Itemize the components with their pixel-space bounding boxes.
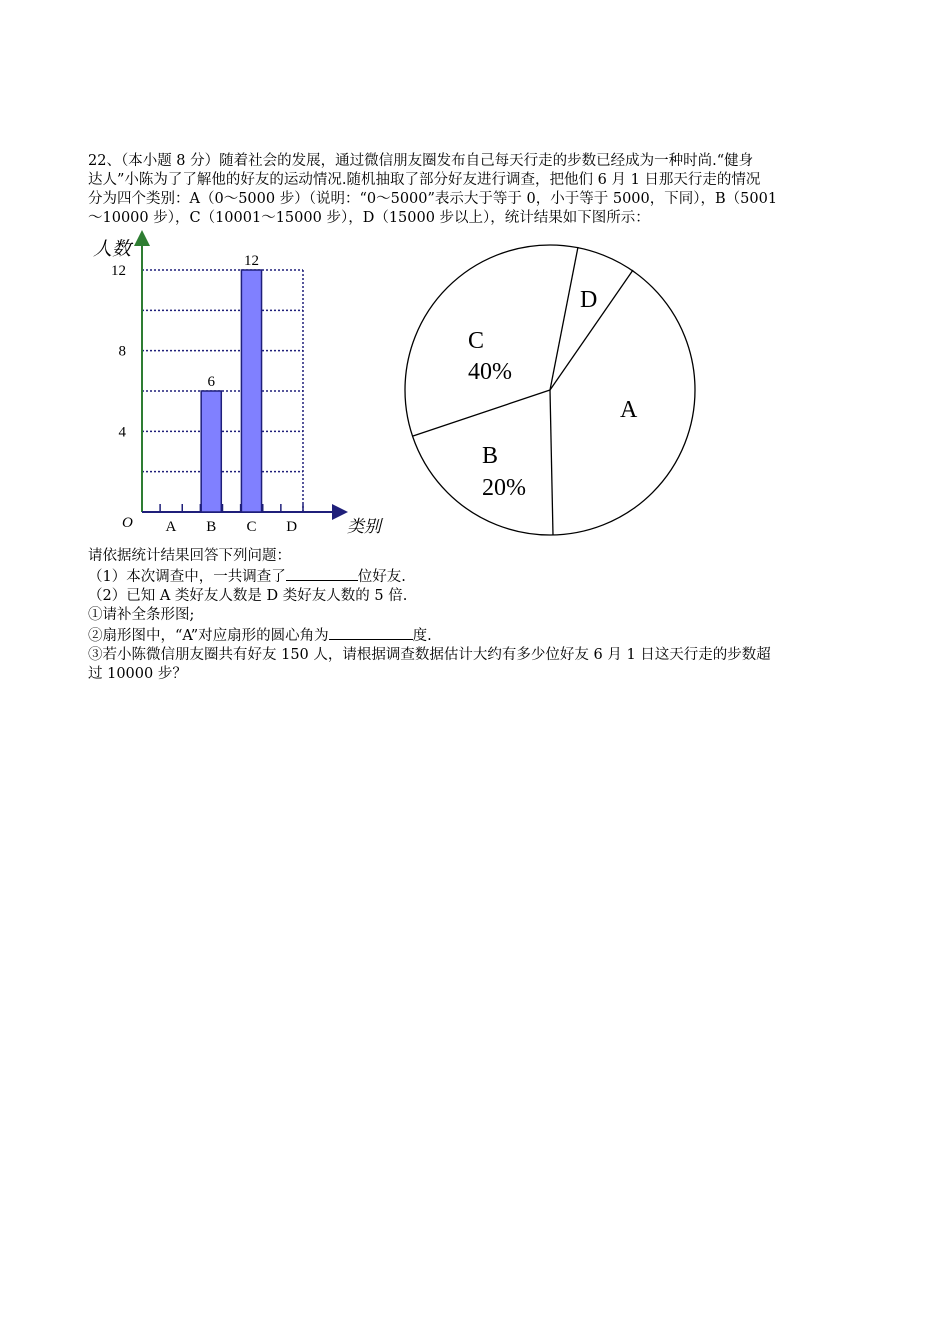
pie-label-a: A — [620, 397, 638, 423]
bar-value-label-B: 6 — [207, 374, 215, 390]
pie-percent-c: 40% — [468, 359, 512, 385]
questions-prompt: 请依据统计结果回答下列问题： — [88, 548, 291, 564]
question-1 — [88, 566, 868, 587]
question-1-text: （1）本次调查中，一共调查了 — [88, 569, 286, 585]
intro-line-3: 分为四个类别：A（0～5000 步）（说明：“0～5000”表示大于等于 0，小于等于 5000，下同），B（5001 — [88, 191, 778, 207]
x-label-A: A — [165, 519, 177, 535]
question-2-3-line-1: ③若小陈微信朋友圈共有好友 150 人，请根据调查数据估计大约有多少位好友 6 月 1 日这天行走的步数超 — [88, 647, 771, 663]
questions — [88, 547, 868, 684]
question-1-suffix: 位好友. — [357, 569, 406, 585]
y-tick-label: 12 — [111, 263, 126, 279]
bar-chart — [85, 230, 395, 540]
y-tick-labels — [111, 263, 127, 440]
origin-label: O — [122, 515, 133, 531]
bars — [201, 253, 261, 512]
bar-C — [241, 270, 261, 512]
pie-percent-b: 20% — [482, 475, 526, 501]
question-2-2-text: ②扇形图中，“A”对应扇形的圆心角为 — [88, 628, 329, 644]
question-2-2-suffix: 度. — [412, 628, 432, 644]
x-label-B: B — [206, 519, 217, 535]
y-tick-label: 4 — [118, 424, 126, 441]
x-label-D: D — [286, 519, 298, 535]
x-category-labels — [166, 519, 298, 535]
answer-blank-1[interactable] — [286, 566, 358, 581]
question-2: （2）已知 A 类好友人数是 D 类好友人数的 5 倍. — [88, 588, 408, 604]
pie-label-b: B — [482, 443, 499, 469]
question-2-3-line-2: 过 10000 步？ — [88, 666, 187, 682]
question-2-2 — [88, 625, 868, 646]
problem-intro — [88, 152, 868, 228]
x-label-C: C — [246, 519, 257, 535]
pie-label-d: D — [580, 287, 598, 313]
intro-line-4: ～10000 步），C（10001～15000 步），D（15000 步以上），统计结果如下图所示： — [88, 210, 650, 226]
answer-blank-2[interactable] — [329, 625, 413, 640]
y-tick-label: 8 — [118, 343, 126, 360]
intro-line-2: 达人”小陈为了了解他的好友的运动情况.随机抽取了部分好友进行调查，把他们 6 月 1 日那天行走的情况 — [88, 172, 761, 188]
intro-line-1: 22、（本小题 8 分）随着社会的发展，通过微信朋友圈发布自己每天行走的步数已经成为一种时尚.“健身 — [88, 153, 754, 169]
pie-label-c: C — [468, 328, 485, 354]
question-2-1: ①请补全条形图; — [88, 607, 195, 623]
grid-lines — [142, 270, 303, 512]
x-axis-ticks — [160, 504, 303, 512]
x-axis-label: 类别 — [347, 517, 381, 536]
pie-chart — [400, 238, 700, 538]
y-axis-label: 人数 — [93, 239, 132, 260]
bar-value-label-C: 12 — [243, 253, 259, 269]
bar-B — [201, 391, 221, 512]
